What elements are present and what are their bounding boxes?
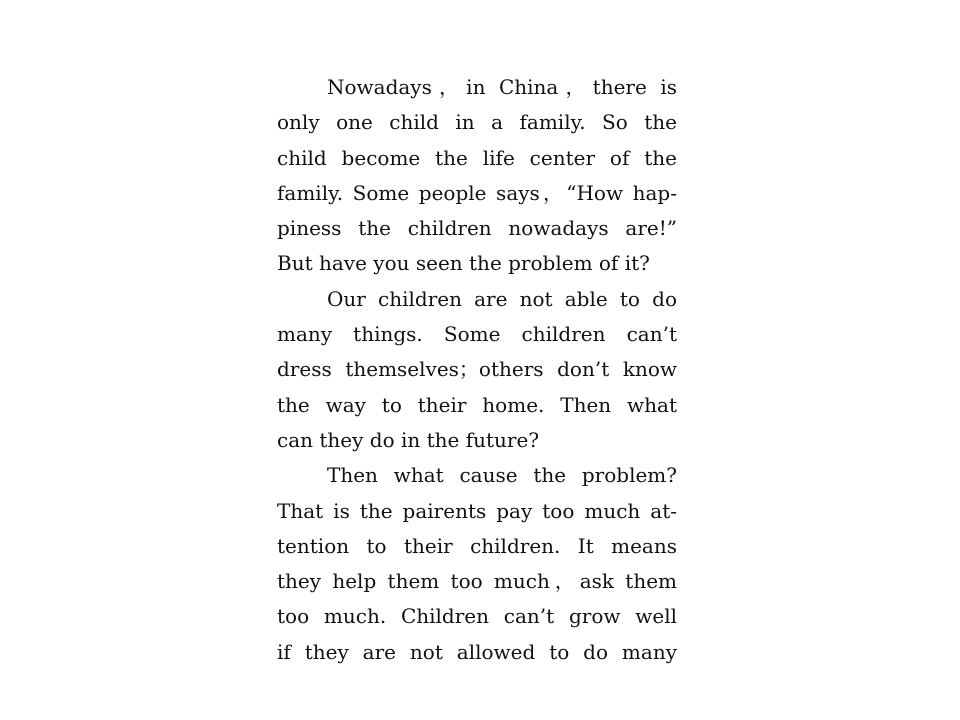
- paragraph-1-line-3: child become the life center of the: [277, 145, 677, 170]
- paragraph-2-line-2: many things. Some children can’t: [277, 322, 677, 347]
- paragraph-3-line-3: tention to their children. It means: [277, 533, 677, 558]
- essay-text: [277, 70, 677, 670]
- paragraph-3-line-6: if they are not allowed to do many: [277, 639, 677, 664]
- paragraph-2-line-4: the way to their home. Then what: [277, 392, 677, 417]
- paragraph-3-line-2: That is the pairents pay too much at-: [277, 498, 677, 523]
- paragraph-2-line-1: Our children are not able to do: [327, 286, 677, 311]
- paragraph-2-line-5: can they do in the future?: [277, 427, 540, 452]
- paragraph-3-line-5: too much. Children can’t grow well: [277, 604, 677, 629]
- paragraph-1-line-1: Nowadays，in China，there is: [327, 75, 677, 99]
- paragraph-1-line-5: piness the children nowadays are!”: [277, 216, 677, 241]
- paragraph-3-line-4: they help them too much，ask them: [277, 569, 677, 594]
- paragraph-1-line-2: only one child in a family. So the: [277, 110, 677, 135]
- paragraph-1-line-4: family. Some people says，“How hap-: [277, 180, 677, 205]
- paragraph-3-line-1: Then what cause the problem?: [327, 463, 677, 488]
- paragraph-1-line-6: But have you seen the problem of it?: [277, 251, 650, 276]
- paragraph-2-line-3: dress themselves；others don’t know: [277, 357, 677, 382]
